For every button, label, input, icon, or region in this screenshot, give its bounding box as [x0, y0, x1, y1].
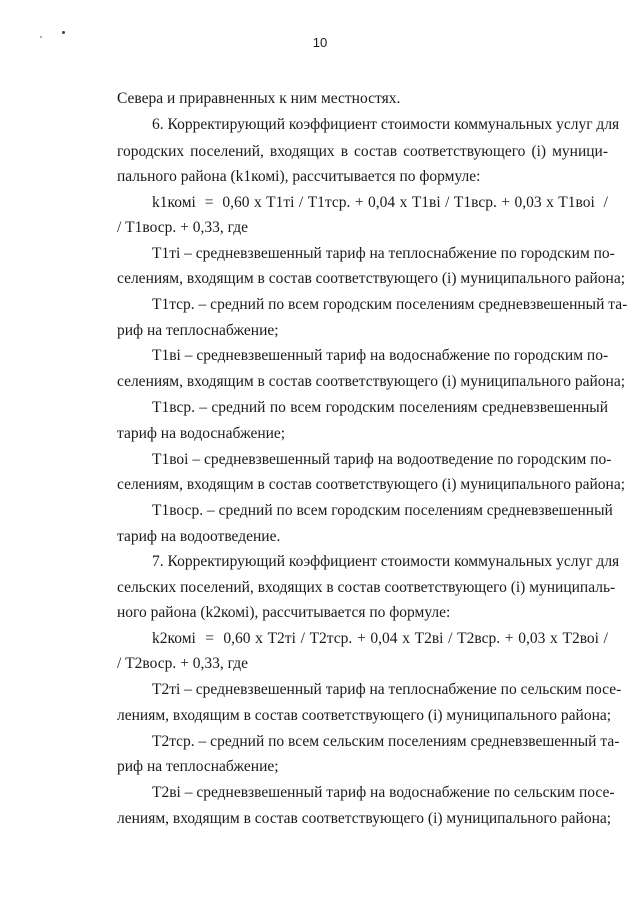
text-line: тариф на водоснабжение;: [117, 425, 286, 442]
text-line: Т1вi – средневзвешенный тариф на водоснабжение по городским по-: [152, 347, 609, 364]
text-line: пального района (k1комi), рассчитывается по формуле:: [117, 168, 481, 185]
text-line: городских поселений, входящих в состав соответствующего (i) муници-: [117, 143, 608, 160]
text-line: Севера и приравненных к ним местностях.: [117, 90, 401, 107]
text-line: Т1воср. – средний по всем городским поселениям средневзвешенный: [152, 502, 613, 519]
scan-speck: [62, 31, 65, 34]
text-line: лениям, входящим в состав соответствующего (i) муниципального района;: [117, 810, 612, 827]
text-line: селениям, входящим в состав соответствующего (i) муниципального района;: [117, 270, 626, 287]
text-line: Т1тi – средневзвешенный тариф на теплоснабжение по городским по-: [152, 245, 615, 262]
text-line: риф на теплоснабжение;: [117, 322, 279, 339]
text-line: Т1вср. – средний по всем городским поселениям средневзвешенный: [152, 399, 608, 416]
page-number: 10: [312, 35, 328, 50]
formula-line: / Т2воср. + 0,33, где: [117, 655, 248, 672]
text-line: Т2тср. – средний по всем сельским поселениям средневзвешенный та-: [152, 733, 620, 750]
text-line: лениям, входящим в состав соответствующего (i) муниципального района;: [117, 707, 612, 724]
text-line: селениям, входящим в состав соответствующего (i) муниципального района;: [117, 476, 626, 493]
formula-line: k1комi = 0,60 x Т1тi / Т1тср. + 0,04 x Т1вi / Т1вср. + 0,03 x Т1воi /: [152, 194, 608, 211]
text-line: ного района (k2комi), рассчитывается по формуле:: [117, 604, 451, 621]
formula-line: k2комi = 0,60 x Т2тi / Т2тср. + 0,04 x Т2вi / Т2вср. + 0,03 x Т2воi /: [152, 630, 608, 647]
text-line: Т1тср. – средний по всем городским поселениям средневзвешенный та-: [152, 296, 628, 313]
text-line: 6. Корректирующий коэффициент стоимости коммунальных услуг для: [152, 116, 620, 133]
text-line: сельских поселений, входящих в состав соответствующего (i) муниципаль-: [117, 579, 616, 596]
text-line: селениям, входящим в состав соответствующего (i) муниципального района;: [117, 373, 626, 390]
text-line: тариф на водоотведение.: [117, 528, 281, 545]
text-line: Т2тi – средневзвешенный тариф на теплоснабжение по сельским посе-: [152, 681, 622, 698]
text-line: 7. Корректирующий коэффициент стоимости коммунальных услуг для: [152, 553, 620, 570]
text-line: Т1воi – средневзвешенный тариф на водоотведение по городским по-: [152, 451, 612, 468]
text-line: риф на теплоснабжение;: [117, 758, 279, 775]
text-line: Т2вi – средневзвешенный тариф на водоснабжение по сельским посе-: [152, 784, 615, 801]
formula-line: / Т1воср. + 0,33, где: [117, 219, 248, 236]
